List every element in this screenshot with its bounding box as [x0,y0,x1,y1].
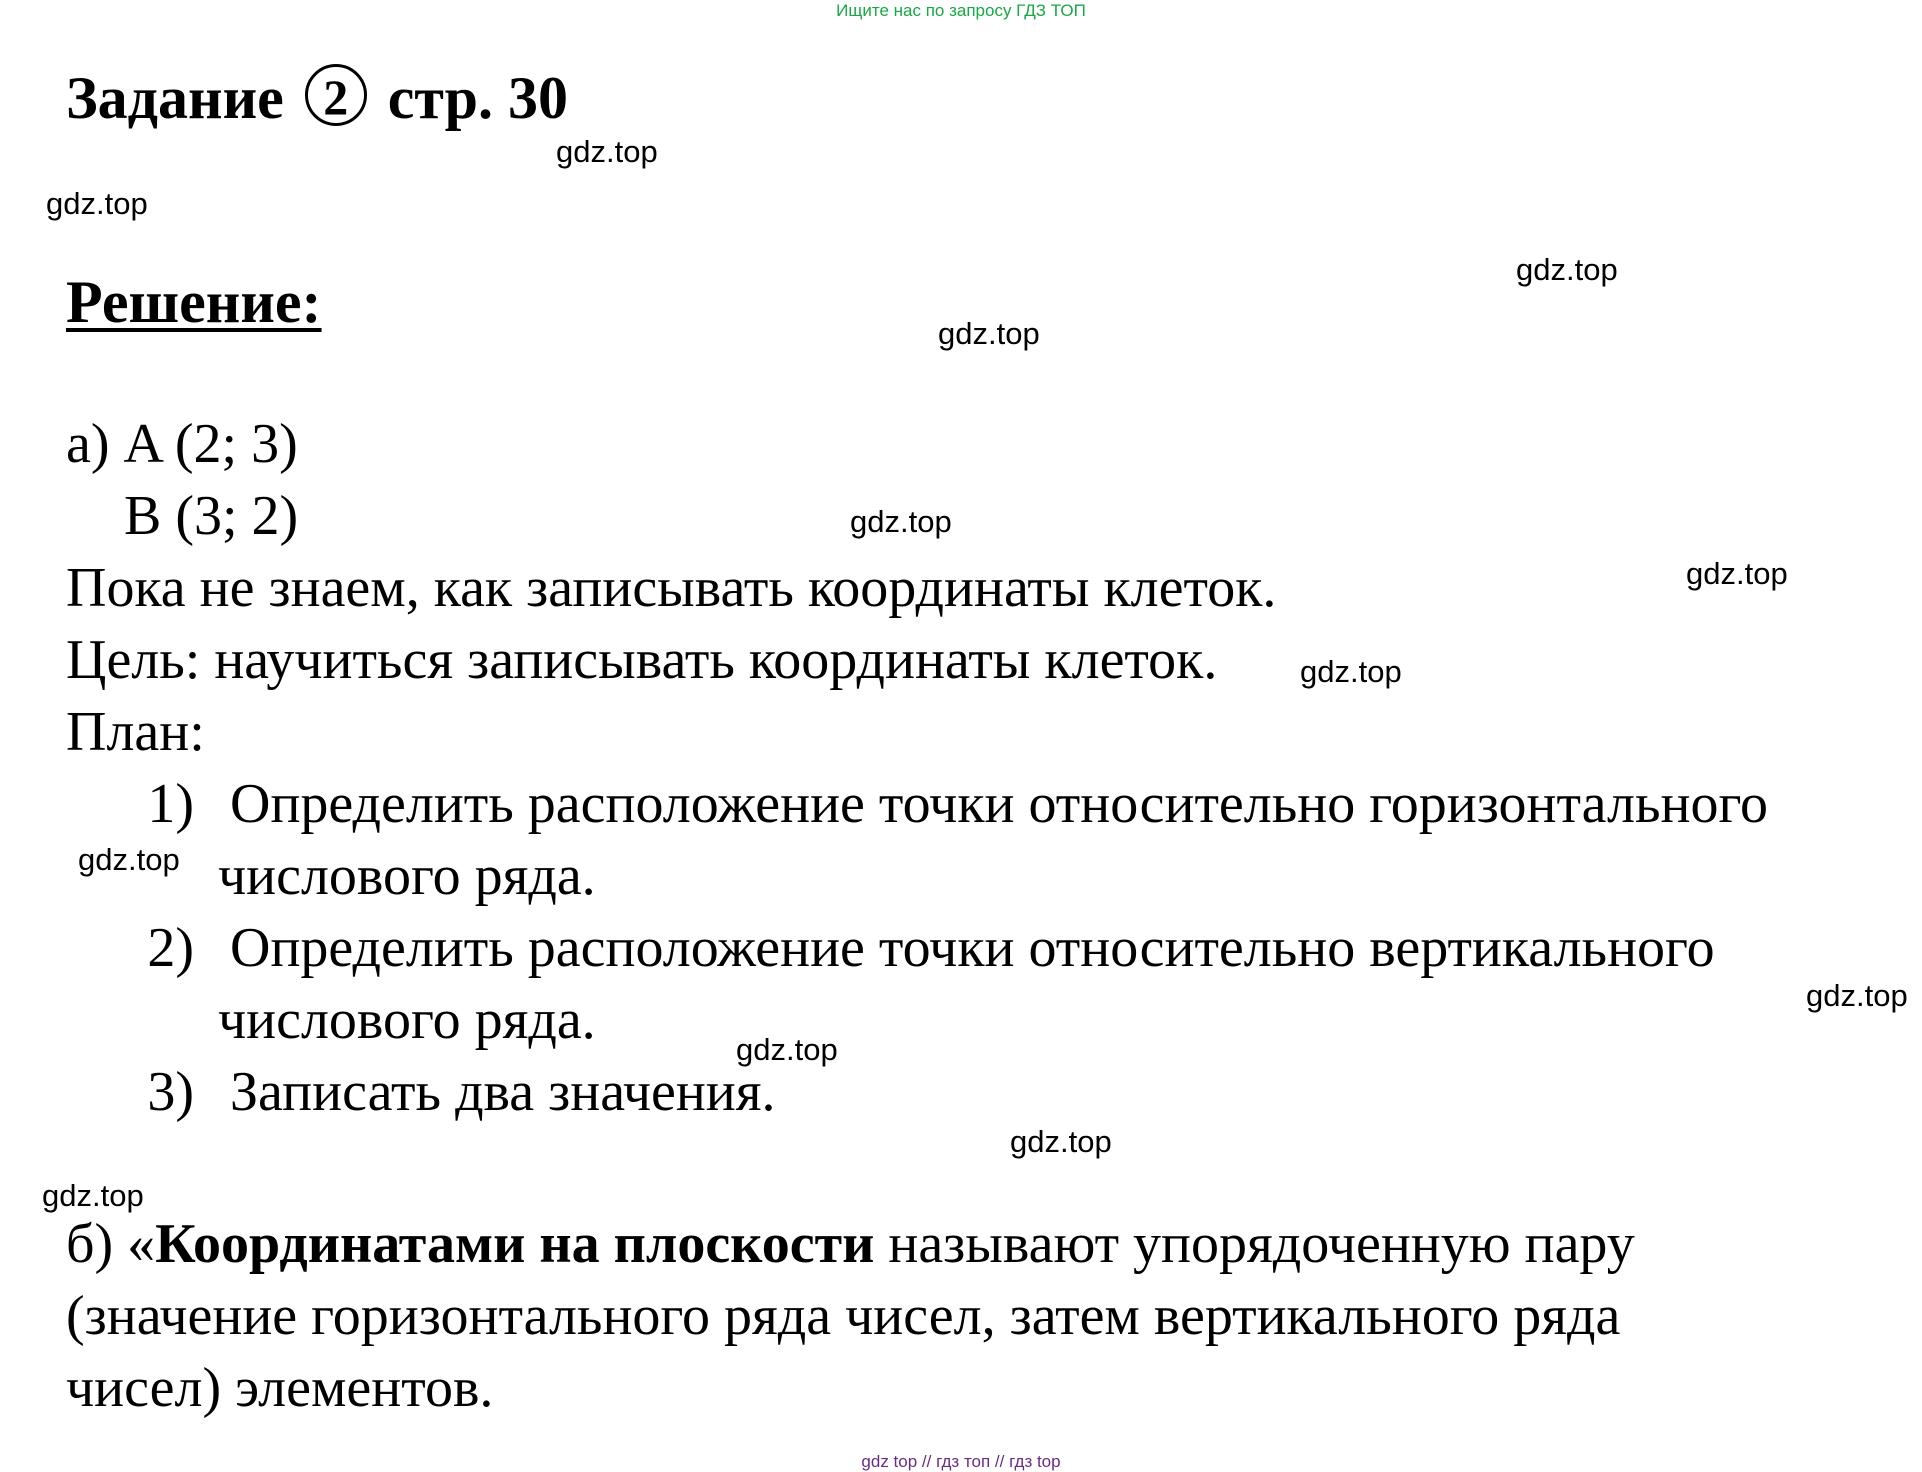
plan-item-text: Определить расположение точки относительно вертикального [230,917,1715,979]
definition-rest: называют упорядоченную пару [874,1213,1635,1275]
goal-statement: Цель: научиться записывать координаты клеток. [66,629,1218,691]
plan-label: План: [66,701,205,763]
plan-item-text: Записать два значения. [230,1061,776,1123]
plan-item-1-continuation: числового ряда. [218,845,596,907]
definition-line-1 [66,1212,1635,1276]
point-b-coordinates: B (3; 2) [124,485,299,547]
watermark: gdz.top [1010,1124,1112,1159]
footer-links: gdz top // гдз топ // гдз top [861,1452,1061,1471]
plan-item-number: 3) [147,1061,194,1123]
watermark: gdz.top [556,134,658,169]
task-number-circle: 2 [305,64,367,126]
point-a-coordinates: а) A (2; 3) [66,413,298,475]
plan-item-number: 2) [147,917,194,979]
plan-item-text: Определить расположение точки относительно горизонтального [230,773,1769,835]
definition-term: Координатами на плоскости [155,1213,875,1275]
plan-item-2-continuation: числового ряда. [218,989,596,1051]
plan-item-3 [112,1060,776,1124]
definition-line-2: (значение горизонтального ряда чисел, затем вертикального ряда [66,1285,1621,1347]
top-banner: Ищите нас по запросу ГДЗ ТОП [836,1,1086,20]
plan-item-2 [112,916,1715,980]
watermark: gdz.top [78,842,180,877]
watermark: gdz.top [736,1032,838,1067]
plan-item-number: 1) [147,773,194,835]
watermark: gdz.top [1516,252,1618,287]
watermark: gdz.top [1806,978,1908,1013]
watermark: gdz.top [1300,654,1402,689]
watermark: gdz.top [1686,556,1788,591]
watermark: gdz.top [46,186,148,221]
definition-line-3: чисел) элементов. [66,1357,494,1419]
task-title [66,64,568,133]
definition-prefix: б) « [66,1213,156,1275]
unknown-statement: Пока не знаем, как записывать координаты клеток. [66,557,1277,619]
task-title-prefix: Задание [66,65,284,131]
plan-item-1 [112,772,1768,836]
watermark: gdz.top [938,316,1040,351]
task-title-suffix: стр. 30 [387,65,569,131]
solution-heading: Решение: [66,269,322,335]
watermark: gdz.top [850,504,952,539]
watermark: gdz.top [42,1178,144,1213]
